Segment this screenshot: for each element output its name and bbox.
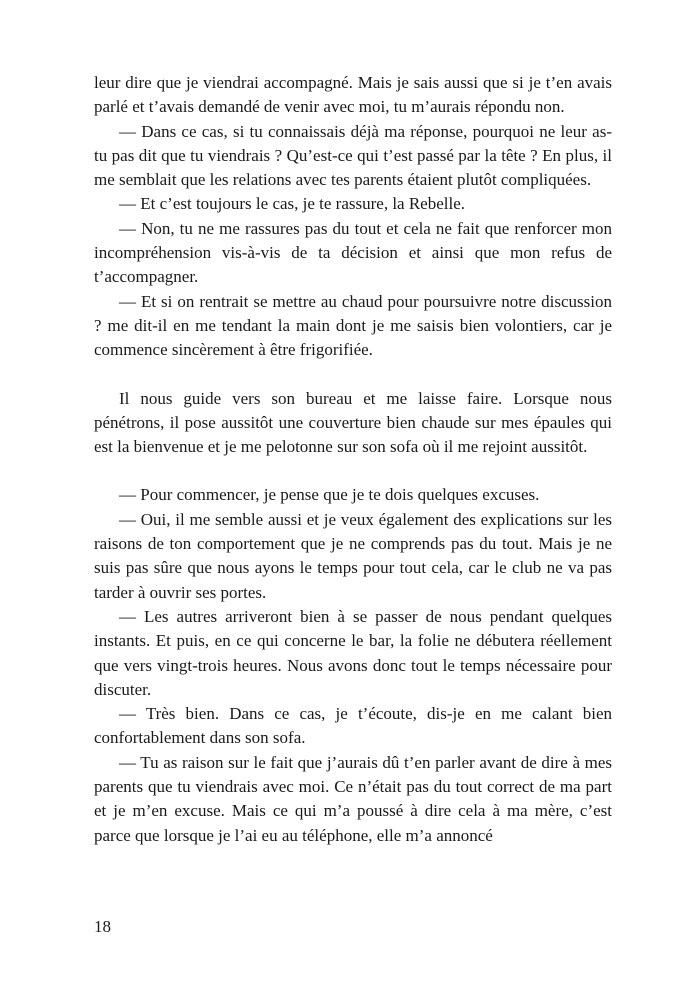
paragraph-1: leur dire que je viendrai accompagné. Mais je sais aussi que si je t’en avais parlé et t’avais demandé de venir avec moi, tu m’aurais répondu non. bbox=[94, 73, 612, 117]
paragraph-3: — Et c’est toujours le cas, je te rassure, la Rebelle. bbox=[119, 194, 466, 214]
page-number: 18 bbox=[94, 917, 111, 936]
paragraph-4: — Non, tu ne me rassures pas du tout et cela ne fait que renforcer mon incompréhension vis-à-vis de ta décision et ainsi que mon refus de t’accompagner. bbox=[94, 218, 612, 287]
paragraph-5: — Et si on rentrait se mettre au chaud pour poursuivre notre discussion ? me dit-il en me tendant la main dont je me saisis bien volontiers, car je commence sincèrement à être frigorifiée. bbox=[94, 291, 612, 360]
page-body bbox=[94, 71, 612, 848]
paragraph-9: — Les autres arriveront bien à se passer de nous pendant quelques instants. Et puis, en ce qui concerne le bar, la folie ne débutera réellement que vers vingt-trois heures. Nous avons donc tout le temps nécessaire pour discuter. bbox=[94, 606, 612, 699]
paragraph-6: Il nous guide vers son bureau et me laisse faire. Lorsque nous pénétrons, il pose aussitôt une couverture bien chaude sur mes épaules qui est la bienvenue et je me pelotonne sur son sofa où il me rejoint aussitôt. bbox=[94, 388, 612, 457]
paragraph-2: — Dans ce cas, si tu connaissais déjà ma réponse, pourquoi ne leur as-tu pas dit que tu viendrais ? Qu’est-ce qui t’est passé par la tête ? En plus, il me semblait que les relations avec tes parents étaient plutôt compliquées. bbox=[94, 121, 612, 190]
paragraph-7: — Pour commencer, je pense que je te dois quelques excuses. bbox=[119, 485, 540, 505]
section-break bbox=[94, 459, 612, 483]
paragraph-11: — Tu as raison sur le fait que j’aurais dû t’en parler avant de dire à mes parents que tu viendrais avec moi. Ce n’était pas du tout correct de ma part et je m’en excuse. Mais ce qui m’a poussé à dire cela à ma mère, c’est parce que lorsque je l’ai eu au téléphone, elle m’a annoncé bbox=[94, 752, 612, 845]
paragraph-10: — Très bien. Dans ce cas, je t’écoute, dis-je en me calant bien confortablement dans son sofa. bbox=[94, 704, 612, 748]
paragraph-8: — Oui, il me semble aussi et je veux également des explications sur les raisons de ton comportement que je ne comprends pas du tout. Mais je ne suis pas sûre que nous ayons le temps pour tout cela, car le club ne va pas tarder à ouvrir ses portes. bbox=[94, 509, 612, 602]
section-break bbox=[94, 363, 612, 387]
